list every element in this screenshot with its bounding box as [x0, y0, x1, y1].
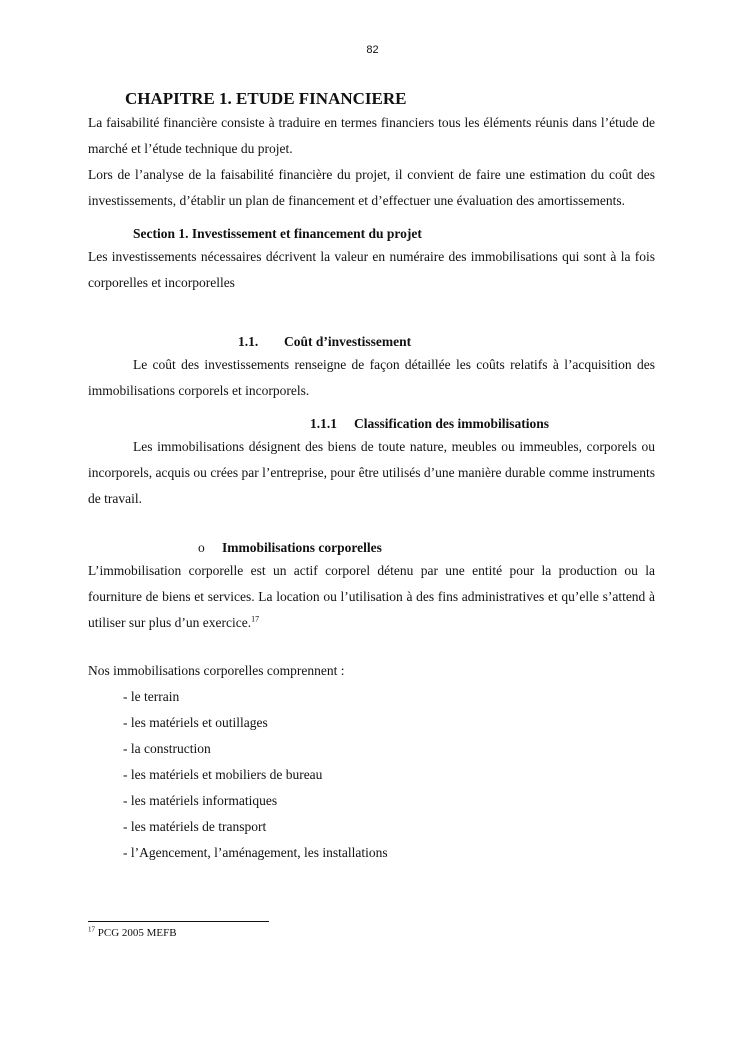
corporelles-paragraph-text: L’immobilisation corporelle est un actif corporel détenu par une entité pour la production ou la fourniture de biens et services. La location ou l’utilisation à des fins administratives et qu’elle s’attend à utiliser sur plus d’un exercice. [88, 563, 655, 630]
corporelles-heading [198, 538, 655, 558]
footnote-text: PCG 2005 MEFB [97, 927, 177, 939]
list-item: - l’Agencement, l’aménagement, les installations [123, 845, 388, 860]
section-paragraph: Les investissements nécessaires décrivent la valeur en numéraire des immobilisations qui sont à la fois corporelles et incorporelles [88, 249, 655, 290]
circle-bullet-icon: o [198, 540, 205, 555]
list-item: - les matériels de transport [123, 819, 267, 834]
corporelles-paragraph [88, 558, 655, 636]
chapter-paragraph: Lors de l’analyse de la faisabilité financière du projet, il convient de faire une estimation du coût des investissements, d’établir un plan de financement et d’effectuer une évaluation des amortissements. [88, 167, 655, 208]
footnote-reference: 17 [251, 614, 260, 624]
subsection-title: Coût d’investissement [284, 334, 412, 349]
subsubsection-paragraph: Les immobilisations désignent des biens de toute nature, meubles ou immeubles, corporels ou incorporels, acquis ou crées par l’entreprise, pour être utilisés d’une manière durable comme instruments de travail. [88, 439, 655, 506]
footnote-number: 17 [88, 925, 95, 934]
section-title: Section 1. Investissement et financement du projet [133, 226, 422, 241]
subsection-heading [238, 332, 655, 352]
list-item: - les matériels et mobiliers de bureau [123, 767, 323, 782]
subsubsection-number: 1.1.1 [310, 416, 337, 431]
subsubsection-title: Classification des immobilisations [354, 416, 550, 431]
footnote-divider [88, 921, 269, 922]
list-item: - le terrain [123, 689, 180, 704]
list-item: - les matériels et outillages [123, 715, 268, 730]
corporelles-title: Immobilisations corporelles [222, 540, 382, 555]
subsubsection-heading [310, 414, 655, 434]
footnote [88, 927, 177, 939]
list-item: - les matériels informatiques [123, 793, 278, 808]
list-intro: Nos immobilisations corporelles comprennent : [88, 663, 345, 678]
chapter-paragraph: La faisabilité financière consiste à traduire en termes financiers tous les éléments réunis dans l’étude de marché et l’étude technique du projet. [88, 115, 655, 156]
page-content [88, 88, 655, 866]
page-number: 82 [366, 44, 379, 56]
subsection-number: 1.1. [238, 334, 259, 349]
chapter-title: CHAPITRE 1. ETUDE FINANCIERE [125, 89, 407, 108]
list-item: - la construction [123, 741, 211, 756]
immobilisations-list [88, 684, 655, 866]
subsection-paragraph: Le coût des investissements renseigne de façon détaillée les coûts relatifs à l’acquisition des immobilisations corporels et incorporels. [88, 357, 655, 398]
